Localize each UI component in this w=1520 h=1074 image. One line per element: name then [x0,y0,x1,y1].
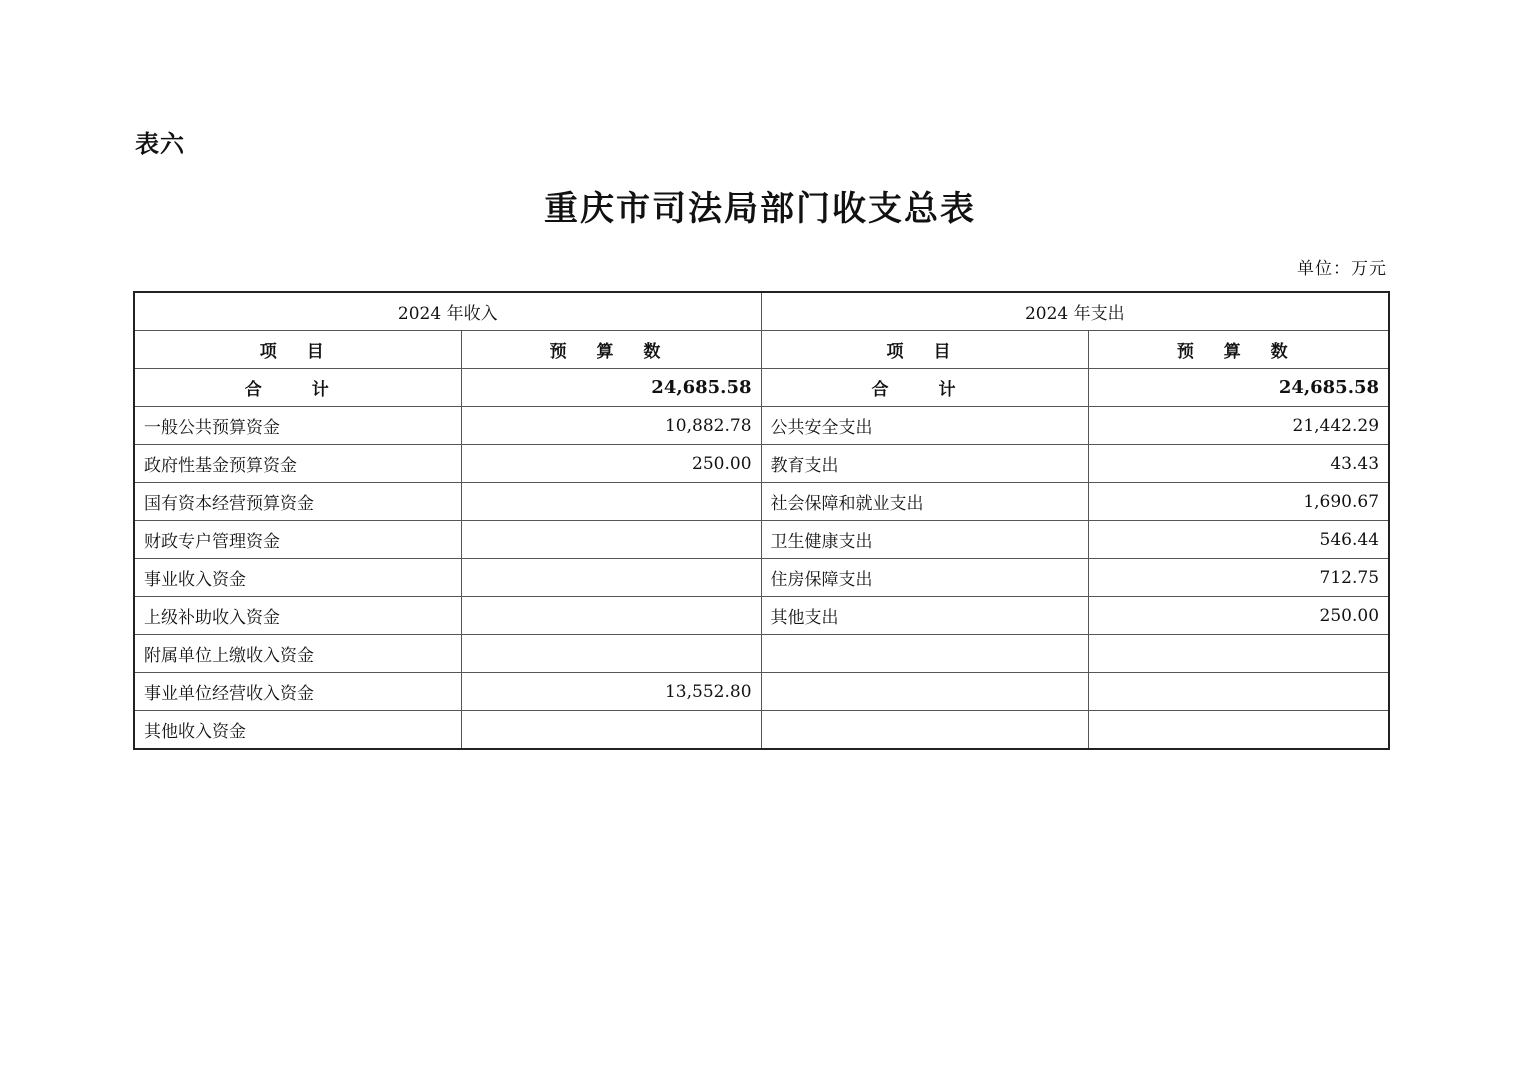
expense-amount-cell: 546.44 [1088,521,1389,559]
expense-item-cell: 其他支出 [761,597,1088,635]
expense-item-cell [761,673,1088,711]
expense-item-cell [761,635,1088,673]
expense-amount-cell [1088,673,1389,711]
page-title: 重庆市司法局部门收支总表 [544,189,976,229]
expense-amount-cell [1088,711,1389,750]
expense-item-cell [761,711,1088,750]
expense-item-cell: 公共安全支出 [761,407,1088,445]
budget-table [133,291,1390,750]
table-number: 表六 [135,130,185,158]
income-item-cell: 上级补助收入资金 [134,597,461,635]
income-amount-cell [461,559,761,597]
expense-item-cell: 社会保障和就业支出 [761,483,1088,521]
column-header-row [134,331,1389,369]
income-amount-cell [461,635,761,673]
income-item-cell: 事业收入资金 [134,559,461,597]
income-item-header: 项 目 [134,331,461,369]
income-item-cell: 财政专户管理资金 [134,521,461,559]
expense-amount-cell: 1,690.67 [1088,483,1389,521]
income-item-cell: 附属单位上缴收入资金 [134,635,461,673]
income-year-header: 2024 年收入 [134,292,761,331]
income-amount-header: 预 算 数 [461,331,761,369]
income-item-cell: 其他收入资金 [134,711,461,750]
expense-amount-cell: 712.75 [1088,559,1389,597]
expense-year-header: 2024 年支出 [761,292,1389,331]
income-amount-cell: 13,552.80 [461,673,761,711]
expense-total-value: 24,685.58 [1088,369,1389,407]
table-row [134,711,1389,750]
income-item-cell: 事业单位经营收入资金 [134,673,461,711]
year-header-row [134,292,1389,331]
total-row [134,369,1389,407]
table-row [134,635,1389,673]
expense-amount-header: 预 算 数 [1088,331,1389,369]
income-item-cell: 一般公共预算资金 [134,407,461,445]
table-row [134,559,1389,597]
expense-total-label: 合 计 [761,369,1088,407]
income-item-cell: 国有资本经营预算资金 [134,483,461,521]
income-amount-cell [461,711,761,750]
income-amount-cell [461,597,761,635]
table-row [134,407,1389,445]
expense-amount-cell [1088,635,1389,673]
expense-item-cell: 住房保障支出 [761,559,1088,597]
income-total-label: 合 计 [134,369,461,407]
table-row [134,521,1389,559]
expense-item-cell: 卫生健康支出 [761,521,1088,559]
table-row [134,597,1389,635]
income-total-value: 24,685.58 [461,369,761,407]
table-row [134,483,1389,521]
table-row [134,445,1389,483]
income-item-cell: 政府性基金预算资金 [134,445,461,483]
income-amount-cell [461,521,761,559]
expense-amount-cell: 43.43 [1088,445,1389,483]
income-amount-cell: 10,882.78 [461,407,761,445]
expense-item-cell: 教育支出 [761,445,1088,483]
expense-amount-cell: 21,442.29 [1088,407,1389,445]
income-amount-cell [461,483,761,521]
expense-amount-cell: 250.00 [1088,597,1389,635]
table-row [134,673,1389,711]
expense-item-header: 项 目 [761,331,1088,369]
income-amount-cell: 250.00 [461,445,761,483]
unit-label: 单位：万元 [1297,259,1387,279]
